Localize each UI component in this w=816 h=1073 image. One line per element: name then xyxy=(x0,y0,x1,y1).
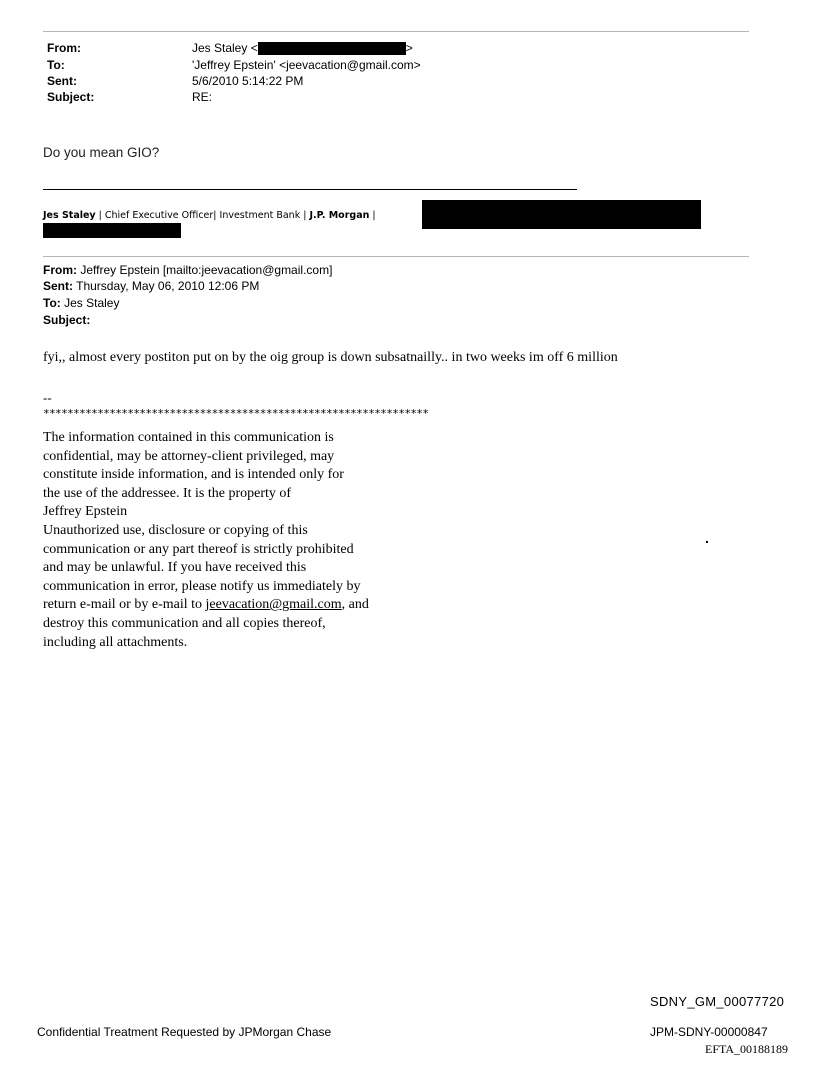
asterisk-rule: **************************************************************** xyxy=(43,407,429,420)
redaction-block xyxy=(258,42,406,55)
original-divider xyxy=(43,256,749,257)
original-sent-row xyxy=(43,279,259,293)
top-divider xyxy=(43,31,749,32)
to-label: To: xyxy=(47,58,65,72)
original-subject-label: Subject: xyxy=(43,313,91,327)
signature-line: Jes Staley | Chief Executive Officer| Investment Bank | J.P. Morgan | xyxy=(43,210,376,221)
email-link[interactable]: jeevacation@gmail.com xyxy=(205,597,342,613)
signature-title: | Chief Executive Officer| Investment Bank | xyxy=(95,210,310,221)
disclaimer-line: Unauthorized use, disclosure or copying of this xyxy=(43,522,308,538)
original-body: fyi,, almost every postiton put on by the oig group is down subsatnailly.. in two weeks im off 6 million xyxy=(43,350,618,365)
bates-sdny-gm: SDNY_GM_00077720 xyxy=(650,994,785,1009)
reply-body: Do you mean GIO? xyxy=(43,145,160,160)
confidential-notice: Confidential Treatment Requested by JPMorgan Chase xyxy=(37,1025,332,1039)
disclaimer-line: destroy this communication and all copies thereof, xyxy=(43,615,326,631)
disclaimer-line: The information contained in this communication is xyxy=(43,430,334,445)
signature-divider xyxy=(43,189,577,190)
original-to-value: Jes Staley xyxy=(60,296,120,310)
disclaimer-text xyxy=(43,429,423,652)
original-to-row xyxy=(43,296,119,310)
disclaimer-line: communication in error, please notify us immediately by xyxy=(43,578,361,594)
disclaimer-line: Jeffrey Epstein xyxy=(43,504,128,520)
original-to-label: To: xyxy=(43,296,61,310)
bates-jpm-sdny: JPM-SDNY-00000847 xyxy=(650,1025,768,1039)
to-value: 'Jeffrey Epstein' <jeevacation@gmail.com> xyxy=(192,58,421,72)
original-sent-label: Sent: xyxy=(43,279,73,293)
original-from-value: Jeffrey Epstein [mailto:jeevacation@gmail.com] xyxy=(77,263,333,277)
disclaimer-line: including all attachments. xyxy=(43,634,188,650)
stray-dot: . xyxy=(705,530,709,546)
original-from-label: From: xyxy=(43,263,77,277)
disclaimer-line: and may be unlawful. If you have received this xyxy=(43,560,307,576)
original-subject-row xyxy=(43,313,90,327)
subject-value: RE: xyxy=(192,90,213,104)
signature-dashes: -- xyxy=(43,390,52,405)
redaction-block xyxy=(422,200,701,229)
disclaimer-line: the use of the addressee. It is the property of xyxy=(43,485,292,501)
original-from-row xyxy=(43,263,332,277)
sent-value: 5/6/2010 5:14:22 PM xyxy=(192,74,304,88)
original-sent-value: Thursday, May 06, 2010 12:06 PM xyxy=(73,279,260,293)
signature-company: J.P. Morgan xyxy=(309,210,370,221)
signature-name: Jes Staley xyxy=(43,210,96,221)
disclaimer-line: communication or any part thereof is strictly prohibited xyxy=(43,541,354,557)
disclaimer-line: return e-mail or by e-mail to jeevacation@gmail.com, and xyxy=(43,597,369,613)
from-label: From: xyxy=(47,41,81,55)
disclaimer-line: confidential, may be attorney-client privileged, may xyxy=(43,448,335,464)
subject-label: Subject: xyxy=(47,90,95,104)
redaction-block xyxy=(43,223,181,238)
from-value: Jes Staley < > xyxy=(192,41,413,55)
disclaimer-line: constitute inside information, and is intended only for xyxy=(43,467,344,483)
bates-efta: EFTA_00188189 xyxy=(705,1042,789,1056)
sent-label: Sent: xyxy=(47,74,77,88)
